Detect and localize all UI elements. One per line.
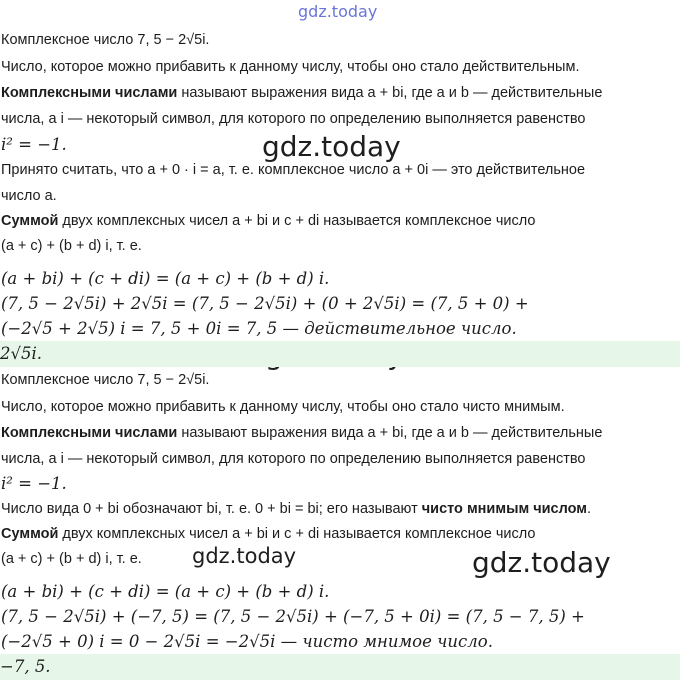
s2-term-pure-imaginary: чисто мнимым числом xyxy=(421,501,588,517)
s2-pure-text: Число вида 0 + bi обозначают bi, т. е. 0 + bi = bi; его называют xyxy=(1,501,422,517)
s1-convention-line2: число a. xyxy=(1,188,57,204)
watermark-mid-1: gdz.today xyxy=(262,130,401,163)
s1-sum-formula-intro: (a + c) + (b + d) i, т. е. xyxy=(1,238,142,254)
s2-definition-line1 xyxy=(1,420,680,446)
s2-def-text: называют выражения вида a + bi, где a и b — действительные xyxy=(177,425,603,441)
s1-sum-text: двух комплексных чисел a + bi и c + di называется комплексное число xyxy=(58,213,536,229)
s1-equation-i: i² = −1. xyxy=(1,135,67,154)
s1-term-complex: Комплексными числами xyxy=(1,85,178,101)
s2-answer: −7, 5. xyxy=(0,654,680,680)
s2-term-complex: Комплексными числами xyxy=(1,425,178,441)
s1-answer: 2√5i. xyxy=(0,341,680,367)
s2-equation-i: i² = −1. xyxy=(1,474,67,493)
s1-number-statement: Комплексное число 7, 5 − 2√5i. xyxy=(1,32,210,48)
s1-definition-line1 xyxy=(1,80,680,106)
s1-convention-line1: Принято считать, что a + 0 · i = a, т. е. комплексное число a + 0i — это действительное xyxy=(1,162,586,178)
s2-task: Число, которое можно прибавить к данному числу, чтобы оно стало чисто мнимым. xyxy=(1,399,565,415)
s1-def-text: называют выражения вида a + bi, где a и b — действительные xyxy=(177,85,603,101)
watermark-small: gdz.today xyxy=(192,544,297,568)
watermark-right: gdz.today xyxy=(472,546,611,579)
watermark-top: gdz.today xyxy=(298,2,378,21)
s1-definition-line2: числа, а i — некоторый символ, для которого по определению выполняется равенство xyxy=(1,111,586,127)
s2-pure-imaginary-definition xyxy=(1,496,680,522)
s1-calculation-line2: (−2√5 + 2√5) i = 7, 5 + 0i = 7, 5 — действительное число. xyxy=(1,319,517,338)
s2-number-statement: Комплексное число 7, 5 − 2√5i. xyxy=(1,372,210,388)
s1-sum-formula: (a + bi) + (c + di) = (a + c) + (b + d) i. xyxy=(1,269,330,288)
s2-calculation-line1: (7, 5 − 2√5i) + (−7, 5) = (7, 5 − 2√5i) + (−7, 5 + 0i) = (7, 5 − 7, 5) + xyxy=(1,607,585,626)
s1-calculation-line1: (7, 5 − 2√5i) + 2√5i = (7, 5 − 2√5i) + (0 + 2√5i) = (7, 5 + 0) + xyxy=(1,294,529,313)
s2-term-sum: Суммой xyxy=(1,526,59,542)
s2-pure-end: . xyxy=(587,501,592,517)
s2-sum-formula-intro: (a + c) + (b + d) i, т. е. xyxy=(1,551,142,567)
s1-term-sum: Суммой xyxy=(1,213,59,229)
s1-sum-definition xyxy=(1,208,680,234)
s1-task: Число, которое можно прибавить к данному числу, чтобы оно стало действительным. xyxy=(1,59,580,75)
s2-sum-definition xyxy=(1,521,680,547)
s2-sum-text: двух комплексных чисел a + bi и c + di называется комплексное число xyxy=(58,526,536,542)
s2-sum-formula: (a + bi) + (c + di) = (a + c) + (b + d) i. xyxy=(1,582,330,601)
s2-definition-line2: числа, а i — некоторый символ, для которого по определению выполняется равенство xyxy=(1,451,586,467)
s2-calculation-line2: (−2√5 + 0) i = 0 − 2√5i = −2√5i — чисто мнимое число. xyxy=(1,632,493,651)
